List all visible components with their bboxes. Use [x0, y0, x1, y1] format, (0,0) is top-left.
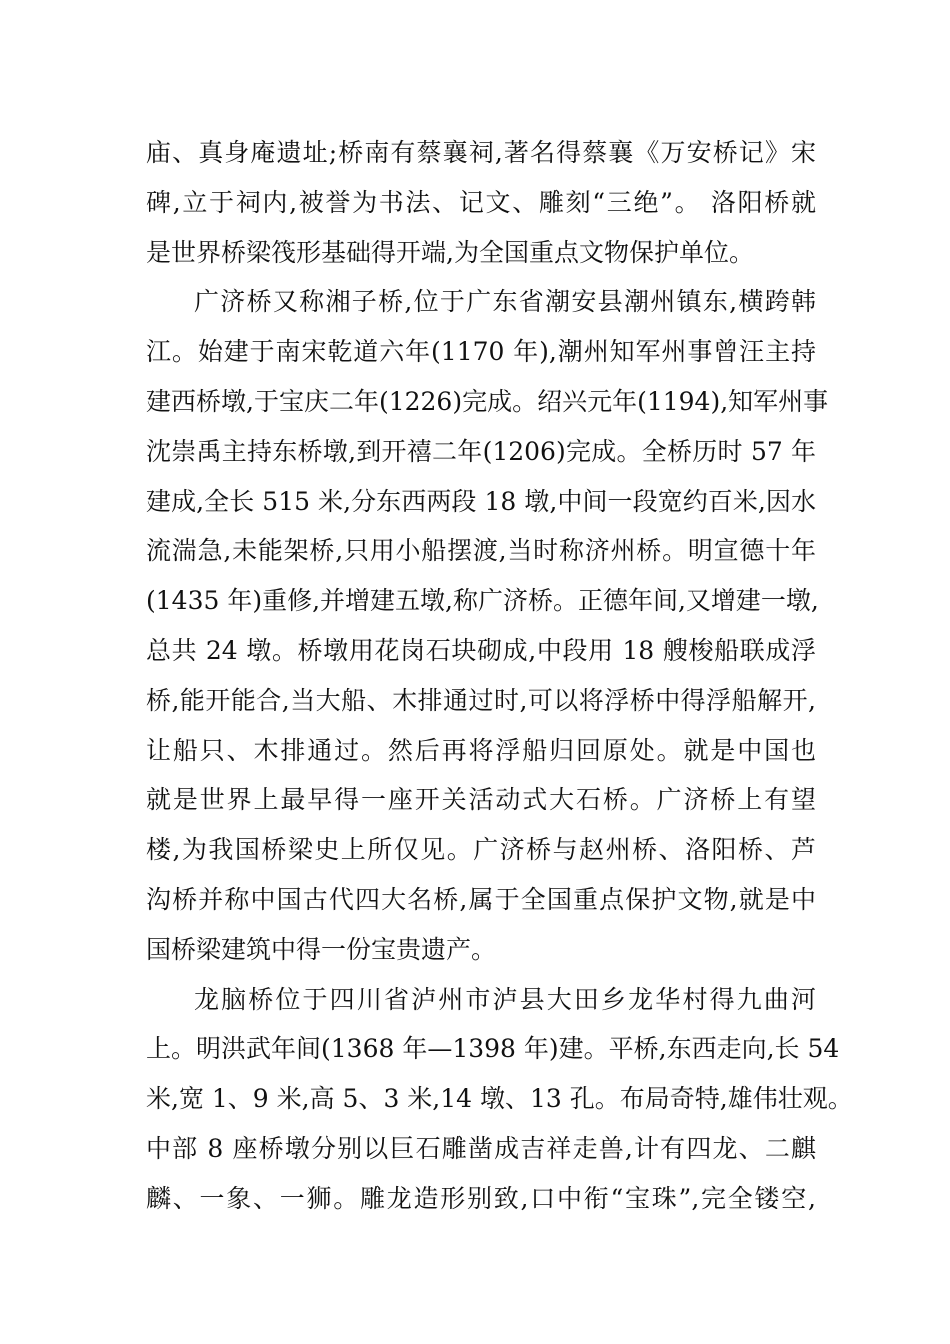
- text-line: 就是世界上最早得一座开关活动式大石桥。广济桥上有望: [146, 785, 816, 815]
- text-line: 建成,全长 515 米,分东西两段 18 墩,中间一段宽约百米,因水: [146, 486, 816, 516]
- text-line: 碑,立于祠内,被誉为书法、记文、雕刻“三绝”。 洛阳桥就: [146, 187, 816, 217]
- text-line: 米,宽 1、9 米,高 5、3 米,14 墩、13 孔。布局奇特,雄伟壮观。: [146, 1084, 853, 1114]
- text-line: 广济桥又称湘子桥,位于广东省潮安县潮州镇东,横跨韩: [194, 287, 816, 317]
- text-line: 龙脑桥位于四川省泸州市泸县大田乡龙华村得九曲河: [194, 984, 816, 1014]
- text-line: 是世界桥梁筏形基础得开端,为全国重点文物保护单位。: [146, 237, 754, 267]
- text-line: 沈崇禹主持东桥墩,到开禧二年(1206)完成。全桥历时 57 年: [146, 436, 816, 466]
- text-line: 总共 24 墩。桥墩用花岗石块砌成,中段用 18 艘梭船联成浮: [146, 635, 816, 665]
- text-line: 桥,能开能合,当大船、木排通过时,可以将浮桥中得浮船解开,: [146, 685, 816, 715]
- text-line: 建西桥墩,于宝庆二年(1226)完成。绍兴元年(1194),知军州事: [146, 386, 829, 416]
- text-line: 楼,为我国桥梁史上所仅见。广济桥与赵州桥、洛阳桥、芦: [146, 835, 816, 865]
- text-line: 流湍急,未能架桥,只用小船摆渡,当时称济州桥。明宣德十年: [146, 536, 816, 566]
- text-line: 上。明洪武年间(1368 年—1398 年)建。平桥,东西走向,长 54: [146, 1034, 840, 1064]
- text-line: 庙、真身庵遗址;桥南有蔡襄祠,著名得蔡襄《万安桥记》宋: [146, 138, 816, 167]
- text-line: 沟桥并称中国古代四大名桥,属于全国重点保护文物,就是中: [146, 884, 816, 914]
- text-line: 江。始建于南宋乾道六年(1170 年),潮州知军州事曾汪主持: [146, 337, 816, 367]
- body-text: [146, 128, 853, 1224]
- text-line: (1435 年)重修,并增建五墩,称广济桥。正德年间,又增建一墩,: [146, 586, 819, 616]
- text-line: 国桥梁建筑中得一份宝贵遗产。: [146, 934, 497, 964]
- text-line: 让船只、木排通过。然后再将浮船归回原处。就是中国也: [146, 735, 816, 765]
- text-line: 麟、一象、一狮。雕龙造形别致,口中衔“宝珠”,完全镂空,: [146, 1183, 816, 1213]
- text-line: 中部 8 座桥墩分别以巨石雕凿成吉祥走兽,计有四龙、二麒: [146, 1133, 816, 1163]
